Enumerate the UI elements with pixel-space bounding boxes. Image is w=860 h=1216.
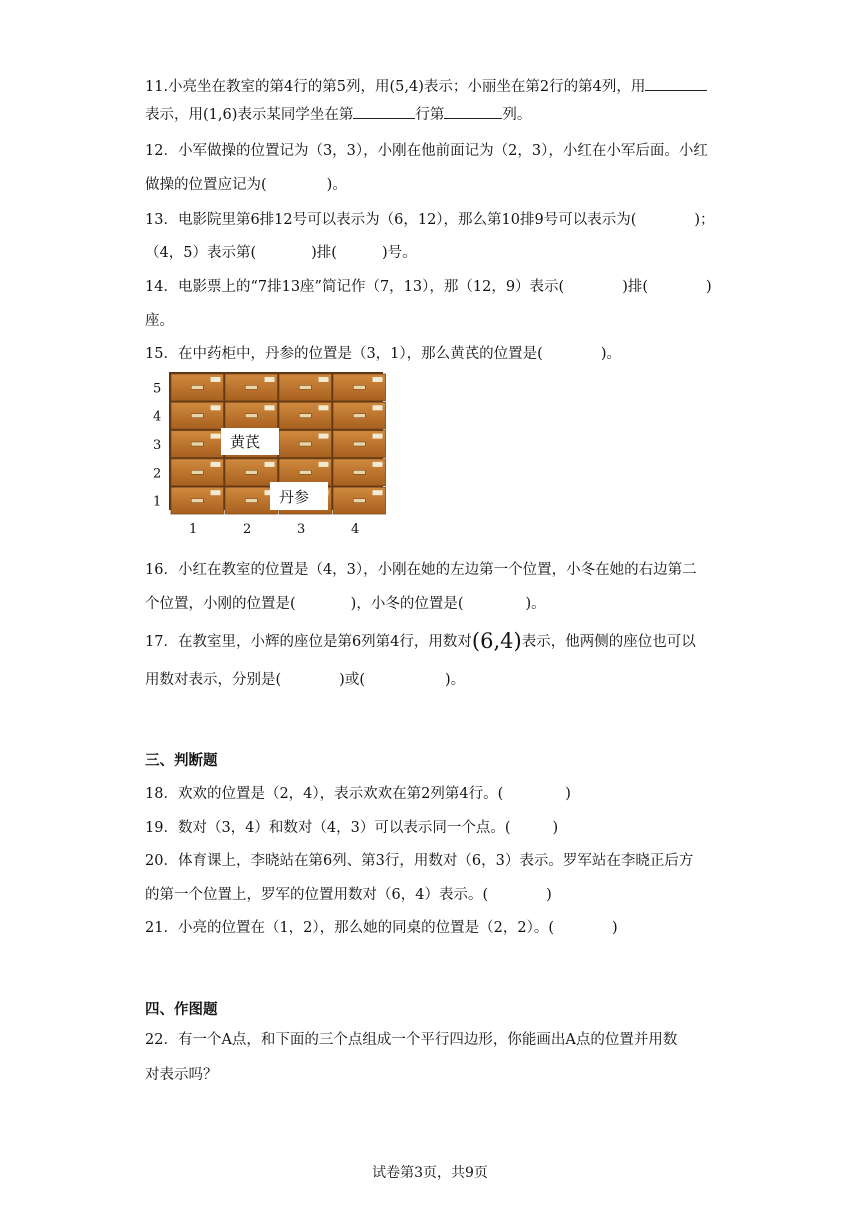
- cabinet-row-label: 1: [153, 494, 162, 510]
- q12-line1: 12．小军做操的位置记为（3，3），小刚在他前面记为（2，3），小红在小军后面。小红: [145, 143, 708, 159]
- q11-line2: 表示，用(1,6)表示某同学坐在第 行第 列。: [145, 104, 531, 125]
- q21-line: 21．小亮的位置在（1，2），那么她的同桌的位置是（2，2）。( ): [145, 920, 618, 936]
- drawer-tag: [373, 490, 383, 495]
- drawer-handle: [191, 385, 203, 389]
- cabinet-svg: [145, 368, 395, 543]
- drawer-tag: [211, 490, 221, 495]
- drawer-tag: [373, 405, 383, 410]
- drawer-tag: [265, 377, 275, 382]
- drawer-handle: [299, 414, 311, 418]
- drawer-handle: [245, 499, 257, 503]
- drawer-tag: [211, 462, 221, 467]
- medicine-cabinet-figure: [145, 368, 395, 543]
- drawer-tag: [373, 434, 383, 439]
- drawer-tag: [373, 377, 383, 382]
- drawer-tag: [373, 462, 383, 467]
- q14-line1: 14．电影票上的“7排13座”简记作（7，13），那（12，9）表示( )排( ): [145, 279, 712, 295]
- q17-pair: (6,4): [471, 629, 522, 653]
- q16-line2: 个位置，小刚的位置是( )，小冬的位置是( )。: [145, 596, 546, 612]
- drawer-tag: [211, 377, 221, 382]
- drawer-handle: [353, 414, 365, 418]
- cabinet-col-label: 4: [351, 522, 360, 537]
- cabinet-col-label: 1: [189, 522, 198, 537]
- section-title-judgement: 三、判断题: [145, 753, 218, 769]
- cabinet-row-label: 5: [153, 381, 162, 397]
- drawer-handle: [191, 414, 203, 418]
- q18-line: 18．欢欢的位置是（2，4），表示欢欢在第2列第4行。( ): [145, 786, 571, 802]
- drawer-handle: [245, 470, 257, 474]
- danshen-label: 丹参: [279, 488, 310, 506]
- cabinet-row-label: 3: [153, 438, 162, 453]
- drawer-tag: [265, 405, 275, 410]
- q11-blank-2[interactable]: [353, 104, 415, 119]
- q20-line2: 的第一个位置上，罗军的位置用数对（6，4）表示。( ): [145, 887, 552, 903]
- drawer-tag: [319, 405, 329, 410]
- q14-line2: 座。: [145, 313, 174, 329]
- drawer-handle: [191, 470, 203, 474]
- q22-line2: 对表示吗？: [145, 1067, 218, 1083]
- drawer-tag: [319, 462, 329, 467]
- drawer-tag: [319, 377, 329, 382]
- q11-blank-1[interactable]: [645, 76, 707, 91]
- q11-line1: 11.小亮坐在教室的第4行的第5列，用(5,4)表示；小丽坐在第2行的第4列，用: [145, 76, 707, 97]
- q11-blank-3[interactable]: [444, 104, 502, 119]
- q16-line1: 16．小红在教室的位置是（4，3），小刚在她的左边第一个位置，小冬在她的右边第二: [145, 562, 697, 578]
- q15-line1: 15．在中药柜中，丹参的位置是（3，1），那么黄芪的位置是( )。: [145, 346, 621, 362]
- drawer-handle: [245, 385, 257, 389]
- drawer-tag: [319, 434, 329, 439]
- drawer-tag: [211, 405, 221, 410]
- page-footer: 试卷第3页，共9页: [372, 1165, 488, 1181]
- drawer-handle: [245, 414, 257, 418]
- drawer-tag: [265, 462, 275, 467]
- drawer-handle: [299, 470, 311, 474]
- q17-line2: 用数对表示，分别是( )或( )。: [145, 672, 466, 688]
- drawer-handle: [353, 499, 365, 503]
- drawer-tag: [211, 434, 221, 439]
- cabinet-row-label: 4: [153, 409, 162, 425]
- cabinet-row-label: 2: [153, 466, 162, 482]
- drawer-handle: [299, 442, 311, 446]
- huangqi-label: 黄芪: [230, 433, 261, 451]
- q19-line: 19．数对（3，4）和数对（4，3）可以表示同一个点。( ): [145, 820, 559, 836]
- q22-line1: 22．有一个A点，和下面的三个点组成一个平行四边形，你能画出A点的位置并用数: [145, 1032, 678, 1048]
- section-title-drawing: 四、作图题: [145, 1002, 218, 1018]
- q13-line1: 13．电影院里第6排12号可以表示为（6，12），那么第10排9号可以表示为( )；: [145, 212, 715, 228]
- q17-line1: 17．在教室里，小辉的座位是第6列第4行，用数对(6,4)表示，他两侧的座位也可以: [145, 629, 696, 653]
- drawer-handle: [353, 470, 365, 474]
- q20-line1: 20．体育课上，李晓站在第6列、第3行，用数对（6，3）表示。罗军站在李晓正后方: [145, 853, 694, 869]
- drawer-handle: [353, 385, 365, 389]
- drawer-handle: [191, 499, 203, 503]
- drawer-handle: [191, 442, 203, 446]
- q13-line2: （4，5）表示第( )排( )号。: [145, 245, 417, 261]
- drawer-handle: [299, 385, 311, 389]
- cabinet-col-label: 3: [297, 522, 306, 537]
- cabinet-col-label: 2: [243, 522, 252, 537]
- drawer-handle: [353, 442, 365, 446]
- q12-line2: 做操的位置应记为( )。: [145, 177, 347, 193]
